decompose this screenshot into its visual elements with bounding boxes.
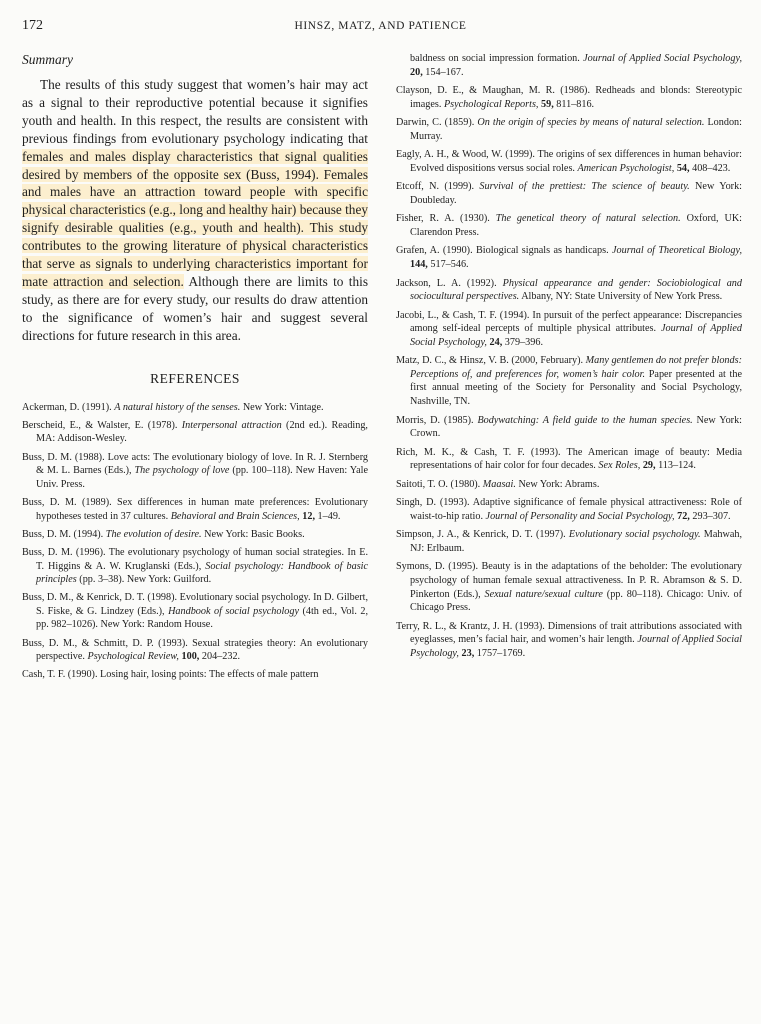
reference-entry — [396, 277, 742, 304]
reference-authors-text: Symons, D. (1995). Beauty is in the adaptations of the beholder: The evolutionary psychology of human female sexual attractiveness. In P. R. Abramson & S. D. Pinkerton (Eds.), — [396, 561, 742, 600]
reference-authors-text: Cash, T. F. (1990). Losing hair, losing points: The effects of male pattern — [22, 669, 319, 681]
reference-volume: 20, — [410, 66, 423, 78]
reference-citation-tail: (pp. 80–118). Chicago: Univ. of Chicago Press. — [410, 588, 743, 614]
reference-volume: 12, — [299, 510, 315, 522]
reference-entry — [396, 560, 742, 614]
reference-volume: 54, — [674, 162, 690, 174]
reference-title: The genetical theory of natural selection. — [495, 213, 681, 225]
reference-citation-tail: Oxford, UK: Clarendon Press. — [410, 213, 743, 238]
reference-authors-text: Buss, D. M. (1988). Love acts: The evolutionary biology of love. In R. J. Sternberg & M. L. Barnes (Eds.), — [22, 451, 368, 477]
reference-entry — [22, 591, 368, 632]
reference-citation-tail: (pp. 100–118). New Haven: Yale Univ. Press. — [36, 465, 368, 490]
reference-citation-tail: 1757–1769. — [474, 647, 526, 659]
reference-authors-text: Jackson, L. A. (1992). — [396, 277, 503, 289]
reference-citation-tail: 379–396. — [502, 336, 543, 348]
reference-authors-text: Rich, M. K., & Cash, T. F. (1993). The American image of beauty: Media representations of hair color for four decades. — [396, 446, 742, 472]
summary-text-before: The results of this study suggest that women’s hair may act as a signal to their reproductive potential because it signifies youth and health. In this respect, the results are consistent with previous findings from evolutionary psychology indicating that — [22, 77, 368, 146]
reference-title: Psychological Reports, — [443, 98, 539, 110]
reference-authors-text: Grafen, A. (1990). Biological signals as handicaps. — [396, 245, 612, 257]
reference-title: Psychological Review, — [87, 651, 179, 663]
reference-title: Survival of the prettiest: The science of beauty. — [479, 181, 690, 193]
reference-title: Physical appearance and gender: Sociobiological and sociocultural perspectives. — [410, 277, 742, 303]
reference-citation-tail: New York: Basic Books. — [201, 528, 305, 540]
reference-entry — [22, 419, 368, 446]
reference-authors-text: Saitoti, T. O. (1980). — [396, 478, 483, 490]
reference-entry — [396, 309, 742, 350]
reference-volume: 144, — [410, 259, 428, 271]
reference-authors-text: Buss, D. M. (1994). — [22, 528, 106, 540]
summary-paragraph — [22, 76, 368, 345]
reference-title: Bodywatching: A field guide to the human species. — [477, 414, 693, 426]
reference-entry — [22, 528, 368, 542]
running-head: HINSZ, MATZ, AND PATIENCE — [294, 20, 467, 32]
reference-citation-tail: 204–232. — [199, 651, 241, 663]
reference-authors-text: Terry, R. L., & Krantz, J. H. (1993). Dimensions of trait attributions associated with eyeglasses, men’s facial hair, and women’s hair length. — [396, 620, 742, 646]
reference-authors-text: Fisher, R. A. (1930). — [396, 213, 496, 225]
reference-entry — [396, 620, 742, 661]
reference-volume: 29, — [640, 460, 656, 472]
reference-title: Behavioral and Brain Sciences, — [170, 510, 300, 522]
reference-authors-text: Berscheid, E., & Walster, E. (1978). — [22, 419, 182, 431]
reference-authors-text: Morris, D. (1985). — [396, 414, 478, 426]
reference-title: Handbook of social psychology — [168, 605, 300, 617]
reference-title: Sex Roles, — [598, 460, 641, 472]
reference-authors-text: Etcoff, N. (1999). — [396, 181, 480, 193]
reference-citation-tail: (2nd ed.). Reading, MA: Addison-Wesley. — [36, 419, 368, 445]
reference-authors-text: Eagly, A. H., & Wood, W. (1999). The origins of sex differences in human behavior: Evolved dispositions versus social roles. — [396, 149, 742, 174]
reference-entry — [396, 84, 742, 111]
highlighted-passage[interactable]: females and males display characteristics that signal qualities desired by members of the opposite sex (Buss, 1994). Females and males have an attraction toward people with specific physical characteristics (e.g., long and healthy hair) because they signify desirable qualities (e.g., youth and health). This study contributes to the growing literature of physical characteristics that serve as signals to underlying characteristics important for mate attraction and selection. — [22, 148, 368, 289]
reference-title: Journal of Personality and Social Psychology, — [485, 510, 675, 522]
references-list-right — [396, 52, 742, 660]
reference-volume: 23, — [458, 647, 475, 659]
reference-entry — [396, 212, 742, 239]
reference-entry — [22, 637, 368, 664]
reference-volume: 59, — [538, 98, 554, 110]
reference-citation-tail: London: Murray. — [410, 117, 742, 142]
reference-title: On the origin of species by means of natural selection. — [477, 117, 705, 129]
reference-volume: 24, — [486, 336, 503, 348]
reference-entry — [22, 496, 368, 523]
reference-entry — [396, 52, 742, 79]
reference-title: Evolutionary social psychology. — [568, 529, 701, 541]
reference-authors-text: Buss, D. M. (1996). The evolutionary psychology of human social strategies. In E. T. Higgins & A. W. Kruglanski (Eds.), — [22, 546, 368, 572]
reference-title: The psychology of love — [134, 465, 230, 477]
summary-heading: Summary — [22, 52, 73, 67]
reference-citation-tail: New York: Vintage. — [240, 401, 324, 413]
reference-citation-tail: Paper presented at the first annual meeting of the Society for Personality and Social Psychology, Nashville, TN. — [410, 368, 742, 408]
reference-title: Maasai. — [482, 478, 516, 490]
left-column — [22, 52, 368, 687]
reference-citation-tail: (4th ed., Vol. 2, pp. 982–1026). New York: Random House. — [36, 605, 369, 631]
reference-citation-tail: New York: Crown. — [410, 414, 742, 440]
reference-entry — [396, 414, 742, 441]
reference-authors-text: Buss, D. M., & Kenrick, D. T. (1998). Evolutionary social psychology. In D. Gilbert, S. Fiske, & G. Lindzey (Eds.), — [22, 592, 368, 617]
reference-title: Sexual nature/sexual culture — [484, 588, 603, 600]
reference-authors-text: Buss, D. M. (1989). Sex differences in human mate preferences: Evolutionary hypotheses tested in 37 cultures. — [22, 496, 368, 522]
reference-title: The evolution of desire. — [105, 528, 202, 540]
page-number: 172 — [22, 18, 43, 33]
reference-entry — [22, 668, 368, 682]
reference-title: Social psychology: Handbook of basic principles — [36, 560, 369, 586]
reference-authors-text: Jacobi, L., & Cash, T. F. (1994). In pursuit of the perfect appearance: Discrepancies among self-ideal percepts of multiple physical attributes. — [396, 309, 742, 335]
reference-entry — [396, 478, 742, 492]
reference-title: A natural history of the senses. — [114, 401, 241, 413]
reference-authors-text: Singh, D. (1993). Adaptive significance of female physical attractiveness: Role of waist-to-hip ratio. — [396, 497, 742, 522]
reference-citation-tail: New York: Abrams. — [515, 478, 600, 490]
reference-citation-tail: 408–423. — [689, 162, 731, 174]
reference-title: American Psychologist, — [577, 162, 675, 174]
reference-volume: 100, — [178, 651, 200, 663]
reference-entry — [396, 496, 742, 523]
references-heading: REFERENCES — [150, 370, 240, 386]
reference-title: Journal of Applied Social Psychology, — [410, 634, 742, 659]
reference-entry — [396, 244, 742, 271]
reference-entry — [22, 401, 368, 415]
reference-authors-text: Buss, D. M., & Schmitt, D. P. (1993). Sexual strategies theory: An evolutionary perspective. — [22, 637, 368, 663]
reference-citation-tail: Albany, NY: State University of New York Press. — [519, 291, 723, 303]
reference-authors-text: baldness on social impression formation. — [410, 53, 584, 64]
reference-entry — [396, 354, 742, 408]
reference-citation-tail: 293–307. — [689, 510, 731, 522]
reference-authors-text: Darwin, C. (1859). — [396, 117, 478, 129]
reference-title: Journal of Applied Social Psychology, — [583, 53, 742, 64]
references-list-left — [22, 401, 368, 682]
reference-citation-tail: 154–167. — [422, 66, 464, 78]
reference-entry — [396, 148, 742, 175]
reference-title: Journal of Applied Social Psychology, — [410, 323, 742, 348]
reference-volume: 72, — [674, 510, 690, 522]
reference-citation-tail: New York: Doubleday. — [410, 181, 742, 206]
reference-citation-tail: 811–816. — [553, 98, 595, 110]
summary-text-after: Although there are limits to this study, as there are for every study, our results do draw attention to the significance of women’s hair and suggest several directions for future research in this area. — [22, 273, 368, 343]
reference-title: Journal of Theoretical Biology, — [612, 245, 742, 257]
reference-authors-text: Simpson, J. A., & Kenrick, D. T. (1997). — [396, 529, 569, 541]
reference-citation-tail: 517–546. — [427, 259, 469, 271]
reference-citation-tail: Mahwah, NJ: Erlbaum. — [410, 529, 742, 554]
reference-entry — [396, 180, 742, 207]
reference-citation-tail: 1–49. — [314, 510, 341, 522]
reference-title: Many gentlemen do not prefer blonds: Perceptions of, and preferences for, women’s hair color. — [410, 355, 742, 380]
reference-entry — [396, 528, 742, 555]
reference-authors-text: Matz, D. C., & Hinsz, V. B. (2000, February). — [396, 355, 586, 367]
reference-title: Interpersonal attraction — [181, 419, 282, 431]
reference-entry — [22, 546, 368, 587]
reference-entry — [22, 451, 368, 492]
right-column — [396, 52, 742, 665]
reference-entry — [396, 446, 742, 473]
reference-citation-tail: (pp. 3–38). New York: Guilford. — [76, 574, 212, 586]
reference-entry — [396, 116, 742, 143]
reference-authors-text: Clayson, D. E., & Maughan, M. R. (1986). Redheads and blonds: Stereotypic images. — [396, 85, 742, 110]
reference-citation-tail: 113–124. — [655, 460, 696, 472]
reference-authors-text: Ackerman, D. (1991). — [22, 401, 115, 413]
